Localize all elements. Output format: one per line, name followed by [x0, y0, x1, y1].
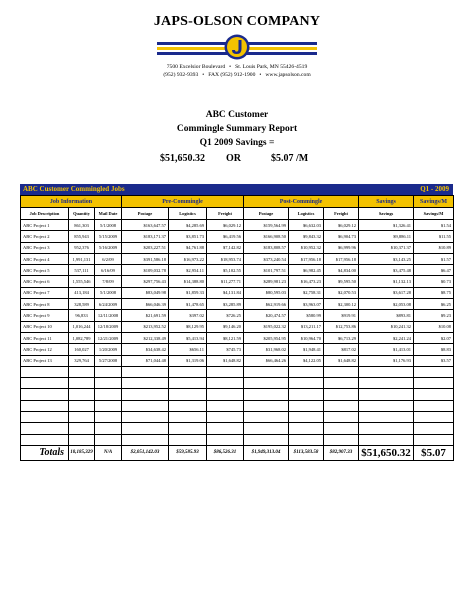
empty-cell	[289, 378, 324, 389]
table-cell: $1,478.65	[169, 299, 207, 310]
table-cell: $2,954.11	[169, 265, 207, 276]
column-header: Mail Date	[95, 208, 122, 220]
empty-cell	[21, 423, 69, 434]
total-mail-date: N/A	[95, 445, 122, 460]
banner-period: Q1 - 2009	[420, 185, 449, 193]
fax-number: FAX (952) 912-1900	[208, 72, 256, 78]
table-body	[21, 220, 454, 446]
empty-cell	[414, 389, 454, 400]
table-cell: $66,464.26	[244, 355, 289, 366]
table-cell: 328,589	[69, 299, 95, 310]
column-header: Postage	[122, 208, 169, 220]
total-savings-cell: $51,650.32	[359, 445, 414, 460]
table-cell: $9,843.32	[289, 231, 324, 242]
empty-cell	[207, 400, 244, 411]
table-cell: $14,388.80	[169, 276, 207, 287]
table-banner	[20, 184, 453, 195]
table-cell: 5/1/2008	[95, 220, 122, 231]
table-cell: $4,131.84	[207, 287, 244, 298]
table-cell: $1.57	[414, 253, 454, 264]
table-cell: $6,904.73	[324, 231, 359, 242]
table-cell: $4,761.88	[169, 242, 207, 253]
table-cell: $2,758.31	[289, 287, 324, 298]
empty-cell	[244, 412, 289, 423]
empty-cell	[169, 423, 207, 434]
empty-cell	[414, 423, 454, 434]
empty-row	[21, 434, 454, 445]
table-cell: 952,376	[69, 242, 95, 253]
table-cell: $9,886.11	[359, 231, 414, 242]
empty-cell	[95, 412, 122, 423]
table-cell: $7,142.82	[207, 242, 244, 253]
table-cell: $66,046.39	[122, 299, 169, 310]
table-cell: 160,027	[69, 344, 95, 355]
group-savings-m: Savings/M	[414, 196, 454, 208]
table-cell: $1,319.06	[169, 355, 207, 366]
table-row	[21, 265, 454, 276]
table-cell: $6,999.96	[324, 242, 359, 253]
empty-row	[21, 378, 454, 389]
column-header: Logistics	[169, 208, 207, 220]
column-header: Freight	[324, 208, 359, 220]
table-cell: $101,797.51	[244, 265, 289, 276]
table-cell: $373,240.54	[244, 253, 289, 264]
table-cell: ABC Project 7	[21, 287, 69, 298]
empty-cell	[69, 400, 95, 411]
company-name: JAPS-OLSON COMPANY	[153, 14, 321, 29]
empty-cell	[207, 434, 244, 445]
empty-cell	[359, 378, 414, 389]
table-cell: ABC Project 12	[21, 344, 69, 355]
table-cell: $109,032.78	[122, 265, 169, 276]
table-cell: 12/21/2009	[95, 332, 122, 343]
table-cell: $10,964.70	[289, 332, 324, 343]
commingle-table	[20, 184, 453, 461]
empty-cell	[207, 366, 244, 377]
table-cell: $3.57	[414, 355, 454, 366]
empty-cell	[359, 423, 414, 434]
or-label: OR	[226, 153, 241, 164]
table-cell: $1,948.41	[289, 344, 324, 355]
total-quantity: 10,185,329	[69, 445, 95, 460]
total-savings-m-cell: $5.07	[414, 445, 454, 460]
table-cell: $1,859.33	[169, 287, 207, 298]
empty-cell	[207, 389, 244, 400]
empty-cell	[244, 423, 289, 434]
table-cell: $3,143.25	[359, 253, 414, 264]
table-cell: $3,617.28	[359, 287, 414, 298]
empty-cell	[122, 366, 169, 377]
table-cell: $1,648.82	[207, 355, 244, 366]
total-savings: $51,650.32	[160, 153, 205, 164]
empty-cell	[244, 378, 289, 389]
empty-cell	[122, 378, 169, 389]
column-header: Logistics	[289, 208, 324, 220]
table-cell: $4,834.00	[324, 265, 359, 276]
empty-cell	[69, 434, 95, 445]
empty-cell	[414, 434, 454, 445]
empty-cell	[169, 366, 207, 377]
table-row	[21, 231, 454, 242]
empty-cell	[324, 434, 359, 445]
total-post-postage: $1,949,313.04	[244, 445, 289, 460]
empty-cell	[324, 400, 359, 411]
bullet-icon: •	[202, 72, 205, 78]
empty-cell	[324, 423, 359, 434]
table-cell: $726.25	[207, 310, 244, 321]
table-cell: $2,053.08	[359, 299, 414, 310]
table-cell: $12,753.86	[324, 321, 359, 332]
empty-cell	[244, 389, 289, 400]
table-cell: $297,756.43	[122, 276, 169, 287]
table-cell: 12/18/2009	[95, 321, 122, 332]
report-customer: ABC Customer	[205, 110, 269, 120]
empty-cell	[414, 378, 454, 389]
empty-cell	[359, 412, 414, 423]
total-pre-logistics: $59,585.93	[169, 445, 207, 460]
table-cell: $13,211.17	[289, 321, 324, 332]
table-cell: $10.08	[414, 321, 454, 332]
table-cell: $6.47	[414, 265, 454, 276]
phone-number: (952) 932-9393	[163, 72, 199, 78]
empty-cell	[359, 400, 414, 411]
table-cell: $5,413.94	[169, 332, 207, 343]
company-logo	[224, 34, 250, 60]
table-cell: $3,851.73	[169, 231, 207, 242]
banner-title: ABC Customer Commingled Jobs	[23, 185, 125, 193]
empty-row	[21, 366, 454, 377]
empty-cell	[359, 366, 414, 377]
empty-row	[21, 423, 454, 434]
table-cell: $6,029.12	[324, 220, 359, 231]
empty-cell	[207, 412, 244, 423]
bullet-icon: •	[259, 72, 262, 78]
table-cell: 413,184	[69, 287, 95, 298]
empty-cell	[414, 400, 454, 411]
column-header: Savings	[359, 208, 414, 220]
empty-cell	[122, 423, 169, 434]
table-cell: $6,632.03	[289, 220, 324, 231]
table-cell: $397.02	[169, 310, 207, 321]
table-cell: $213,952.52	[122, 321, 169, 332]
empty-row	[21, 412, 454, 423]
empty-cell	[95, 366, 122, 377]
empty-cell	[289, 412, 324, 423]
table-cell: $6.25	[414, 299, 454, 310]
empty-cell	[244, 434, 289, 445]
table-cell: $3,285.89	[207, 299, 244, 310]
table-cell: $745.73	[207, 344, 244, 355]
table-cell: $10,241.32	[359, 321, 414, 332]
empty-cell	[69, 366, 95, 377]
table-cell: $20,474.57	[244, 310, 289, 321]
total-pre-postage: $2,051,142.03	[122, 445, 169, 460]
table-cell: $9.23	[414, 310, 454, 321]
report-title: Commingle Summary Report	[176, 124, 298, 134]
report-period: Q1 2009 Savings =	[199, 138, 275, 148]
city-address: St. Louis Park, MN 55426-4519	[235, 64, 308, 70]
table-cell: 861,303	[69, 220, 95, 231]
table-cell: $580.99	[289, 310, 324, 321]
empty-cell	[324, 378, 359, 389]
column-header: Savings/M	[414, 208, 454, 220]
table-cell: 6/16/09	[95, 265, 122, 276]
empty-row	[21, 389, 454, 400]
table-row	[21, 220, 454, 231]
table-cell: ABC Project 8	[21, 299, 69, 310]
table-cell: 329,764	[69, 355, 95, 366]
table-cell: $183,171.37	[122, 231, 169, 242]
empty-cell	[69, 389, 95, 400]
empty-cell	[21, 434, 69, 445]
table-row	[21, 299, 454, 310]
table-cell: 5/15/2009	[95, 231, 122, 242]
empty-cell	[21, 378, 69, 389]
empty-cell	[244, 400, 289, 411]
empty-cell	[324, 412, 359, 423]
totals-row	[21, 445, 454, 460]
table-cell: $10.89	[414, 242, 454, 253]
empty-cell	[169, 378, 207, 389]
table-cell: $1,176.93	[359, 355, 414, 366]
table-row	[21, 253, 454, 264]
table-cell: 1,082,789	[69, 332, 95, 343]
table-cell: $893.81	[359, 310, 414, 321]
table-cell: ABC Project 5	[21, 265, 69, 276]
table-cell: $71,044.48	[122, 355, 169, 366]
table-cell: $6,419.56	[207, 231, 244, 242]
empty-cell	[95, 400, 122, 411]
table-cell: 855,943	[69, 231, 95, 242]
empty-cell	[122, 434, 169, 445]
empty-cell	[324, 366, 359, 377]
table-cell: $62,919.66	[244, 299, 289, 310]
table-cell: ABC Project 3	[21, 242, 69, 253]
empty-cell	[289, 423, 324, 434]
table-cell: $2,070.53	[324, 287, 359, 298]
empty-cell	[289, 400, 324, 411]
table-cell: $17,956.18	[324, 253, 359, 264]
table-cell: $2,241.24	[359, 332, 414, 343]
empty-cell	[69, 412, 95, 423]
table-cell: $34,638.42	[122, 344, 169, 355]
table-cell: $817.02	[324, 344, 359, 355]
column-header: Quantity	[69, 208, 95, 220]
table-row	[21, 287, 454, 298]
table-cell: $3,475.48	[359, 265, 414, 276]
column-header: Postage	[244, 208, 289, 220]
table-cell: $183,808.57	[244, 242, 289, 253]
empty-cell	[359, 389, 414, 400]
table-cell: $6,713.29	[324, 332, 359, 343]
table-row	[21, 332, 454, 343]
empty-cell	[207, 378, 244, 389]
group-job-info: Job Information	[21, 196, 122, 208]
table-cell: ABC Project 6	[21, 276, 69, 287]
table-cell: 1/20/2009	[95, 344, 122, 355]
table-cell: $8,129.95	[169, 321, 207, 332]
empty-cell	[414, 412, 454, 423]
column-header: Freight	[207, 208, 244, 220]
street-address: 7500 Excelsior Boulevard	[166, 64, 226, 70]
table-cell: $212,338.49	[122, 332, 169, 343]
table-cell: 1,555,546	[69, 276, 95, 287]
table-cell: $1,132.13	[359, 276, 414, 287]
table-cell: $21,691.59	[122, 310, 169, 321]
table-row	[21, 344, 454, 355]
total-post-freight: $82,907.33	[324, 445, 359, 460]
table-row	[21, 321, 454, 332]
table-cell: $11.55	[414, 231, 454, 242]
table-cell: $10,952.32	[289, 242, 324, 253]
table-cell: $1.54	[414, 220, 454, 231]
empty-cell	[244, 366, 289, 377]
table-cell: 7/8/09	[95, 276, 122, 287]
empty-cell	[207, 423, 244, 434]
savings-per-m: $5.07 /M	[271, 153, 309, 164]
table-cell: ABC Project 2	[21, 231, 69, 242]
table-cell: ABC Project 13	[21, 355, 69, 366]
empty-cell	[69, 378, 95, 389]
empty-cell	[95, 378, 122, 389]
empty-cell	[21, 400, 69, 411]
table-cell: $163,647.57	[122, 220, 169, 231]
empty-cell	[122, 389, 169, 400]
savings-summary	[0, 153, 474, 167]
table-cell: $166,908.50	[244, 231, 289, 242]
table-cell: 5/27/2008	[95, 355, 122, 366]
table-cell: $83,049.98	[122, 287, 169, 298]
website: www.japsolson.com	[265, 72, 311, 78]
table-cell: 1,991,131	[69, 253, 95, 264]
table-cell: ABC Project 1	[21, 220, 69, 231]
table-row	[21, 355, 454, 366]
empty-cell	[289, 389, 324, 400]
table-cell: 96,833	[69, 310, 95, 321]
table-cell: 6/2/09	[95, 253, 122, 264]
table-cell: $8,121.59	[207, 332, 244, 343]
table-cell: $195,022.32	[244, 321, 289, 332]
table-cell: 5/16/2009	[95, 242, 122, 253]
table-cell: $9,146.20	[207, 321, 244, 332]
empty-cell	[169, 412, 207, 423]
group-savings: Savings	[359, 196, 414, 208]
table-cell: $3,963.07	[289, 299, 324, 310]
table-cell: $2,300.12	[324, 299, 359, 310]
table-cell: $9,595.50	[324, 276, 359, 287]
table-cell: 1,016,244	[69, 321, 95, 332]
table-cell: ABC Project 11	[21, 332, 69, 343]
table-cell: $4,285.69	[169, 220, 207, 231]
table-cell: 537,111	[69, 265, 95, 276]
total-post-logistics: $113,583.58	[289, 445, 324, 460]
column-header-row	[21, 208, 454, 220]
jobs-table	[20, 195, 454, 461]
table-cell: $10,371.37	[359, 242, 414, 253]
empty-cell	[414, 366, 454, 377]
table-cell: $1,326.41	[359, 220, 414, 231]
total-pre-freight: $86,526.31	[207, 445, 244, 460]
table-cell: $16,973.22	[169, 253, 207, 264]
table-cell: $8.83	[414, 344, 454, 355]
empty-cell	[122, 400, 169, 411]
group-pre-commingle: Pre-Commingle	[122, 196, 244, 208]
table-cell: $6,029.12	[207, 220, 244, 231]
table-cell: 5/1/2008	[95, 287, 122, 298]
empty-cell	[289, 366, 324, 377]
empty-cell	[169, 400, 207, 411]
table-cell: $289,981.23	[244, 276, 289, 287]
table-row	[21, 276, 454, 287]
empty-cell	[95, 423, 122, 434]
empty-row	[21, 400, 454, 411]
table-cell: $919.91	[324, 310, 359, 321]
table-cell: $1,413.01	[359, 344, 414, 355]
table-cell: $2.07	[414, 332, 454, 343]
empty-cell	[95, 389, 122, 400]
empty-cell	[21, 366, 69, 377]
table-cell: $6,982.45	[289, 265, 324, 276]
table-cell: $205,954.95	[244, 332, 289, 343]
empty-cell	[289, 434, 324, 445]
table-cell: $18,953.74	[207, 253, 244, 264]
table-cell: $5,102.55	[207, 265, 244, 276]
group-post-commingle: Post-Commingle	[244, 196, 359, 208]
table-cell: $656.11	[169, 344, 207, 355]
empty-cell	[21, 389, 69, 400]
table-cell: 12/11/2008	[95, 310, 122, 321]
table-cell: $203,227.51	[122, 242, 169, 253]
totals-label: Totals	[21, 445, 69, 460]
table-cell: $17,956.18	[289, 253, 324, 264]
empty-cell	[122, 412, 169, 423]
empty-cell	[21, 412, 69, 423]
empty-cell	[169, 389, 207, 400]
table-row	[21, 310, 454, 321]
column-header: Job Description	[21, 208, 69, 220]
table-cell: $11,277.71	[207, 276, 244, 287]
table-cell: ABC Project 9	[21, 310, 69, 321]
table-cell: $4,122.05	[289, 355, 324, 366]
table-cell: $0.73	[414, 276, 454, 287]
table-cell: $80,595.03	[244, 287, 289, 298]
empty-cell	[69, 423, 95, 434]
table-cell: 6/24/2009	[95, 299, 122, 310]
empty-cell	[359, 434, 414, 445]
empty-cell	[95, 434, 122, 445]
table-cell: $1,648.82	[324, 355, 359, 366]
table-cell: ABC Project 10	[21, 321, 69, 332]
empty-cell	[324, 389, 359, 400]
table-row	[21, 242, 454, 253]
address-block	[0, 63, 474, 79]
group-header-row	[21, 196, 454, 208]
table-cell: $159,564.99	[244, 220, 289, 231]
empty-cell	[169, 434, 207, 445]
table-cell: $16,473.23	[289, 276, 324, 287]
table-cell: ABC Project 4	[21, 253, 69, 264]
table-cell: $8.75	[414, 287, 454, 298]
table-cell: $31,968.02	[244, 344, 289, 355]
table-cell: $391,586.18	[122, 253, 169, 264]
bullet-icon: •	[229, 64, 232, 70]
